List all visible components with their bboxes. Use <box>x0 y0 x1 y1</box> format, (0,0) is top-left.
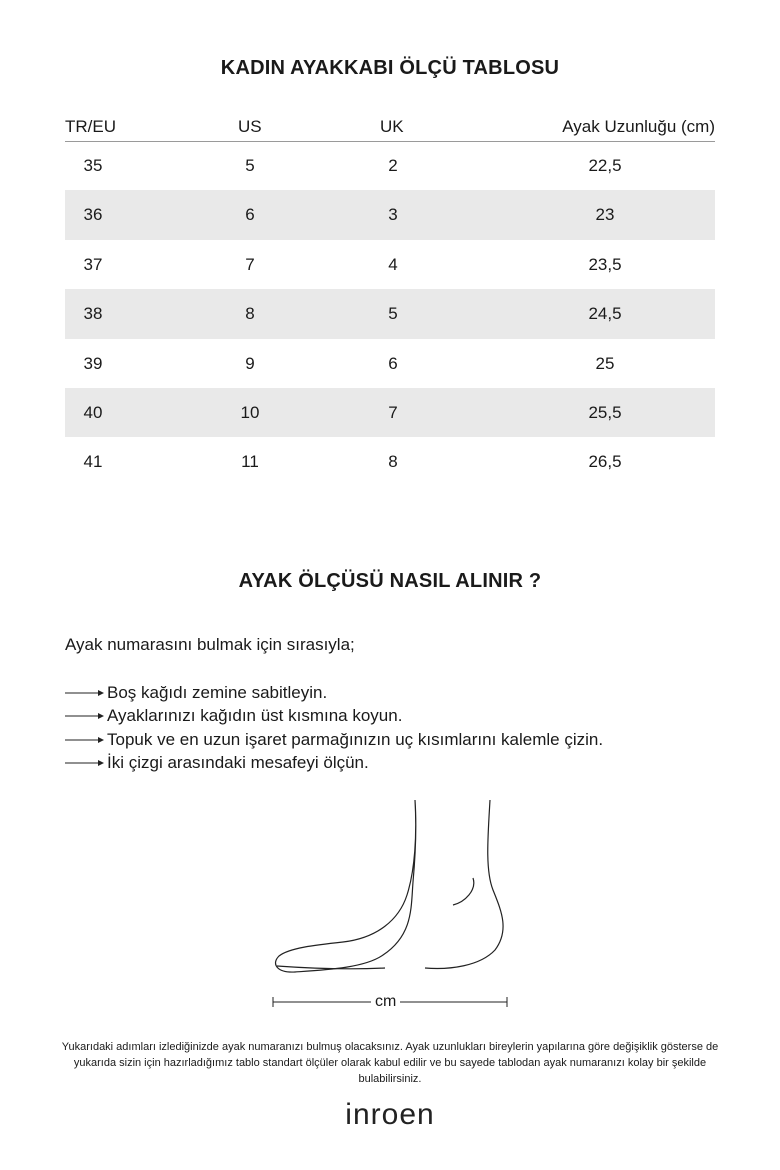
table-cell: 41 <box>83 452 103 472</box>
header-foot-length: Ayak Uzunluğu (cm) <box>562 117 715 136</box>
table-cell: 8 <box>388 452 398 472</box>
table-cell: 6 <box>388 353 398 373</box>
arrow-right-icon <box>65 688 105 698</box>
table-cell: 6 <box>245 205 255 225</box>
footer-note: Yukarıdaki adımları izlediğinizde ayak numaranızı bulmuş olacaksınız. Ayak uzunlukları bireylerin yapılarına göre değişiklik gösterse de yukarıda sizin için hazırladığımız tablo standart ölçüler olarak kabul edilir ve bu sayede tablodan ayak numaranızı kolay bir şekilde bulabilirsiniz. <box>61 1041 719 1085</box>
table-cell: 7 <box>245 254 255 274</box>
table-cell: 9 <box>245 353 255 373</box>
table-cell: 5 <box>388 304 398 324</box>
table-cell: 22,5 <box>588 156 622 175</box>
table-cell: 7 <box>388 402 398 422</box>
table-cell: 38 <box>83 304 103 324</box>
table-cell: 8 <box>245 304 255 324</box>
table-row <box>65 240 715 289</box>
header-uk: UK <box>380 117 404 136</box>
table-row <box>65 289 715 338</box>
table-row <box>65 190 715 239</box>
howto-steps <box>65 681 603 775</box>
table-cell: 40 <box>83 402 103 422</box>
size-table-body <box>65 141 715 487</box>
table-row <box>65 437 715 486</box>
foot-outline-icon <box>265 790 515 990</box>
table-cell: 24,5 <box>588 304 622 324</box>
table-cell: 11 <box>241 452 259 472</box>
howto-title: AYAK ÖLÇÜSÜ NASIL ALINIR ? <box>238 570 542 592</box>
list-item <box>65 728 603 752</box>
header-tr-eu: TR/EU <box>65 117 116 136</box>
measure-unit-label: cm <box>371 993 400 1011</box>
table-cell: 35 <box>83 156 103 175</box>
step-text: Ayaklarınızı kağıdın üst kısmına koyun. <box>107 706 403 726</box>
step-text: Boş kağıdı zemine sabitleyin. <box>107 682 328 702</box>
table-cell: 4 <box>388 254 398 274</box>
arrow-right-icon <box>65 758 105 768</box>
table-cell: 36 <box>83 205 103 225</box>
list-item <box>65 752 603 776</box>
table-row <box>65 388 715 437</box>
table-cell: 25,5 <box>588 402 622 422</box>
arrow-right-icon <box>65 711 105 721</box>
list-item <box>65 705 603 729</box>
table-cell: 2 <box>388 156 398 175</box>
table-row <box>65 141 715 190</box>
step-text: İki çizgi arasındaki mesafeyi ölçün. <box>107 753 369 773</box>
table-cell: 25 <box>595 353 615 373</box>
table-cell: 23,5 <box>588 254 622 274</box>
table-cell: 5 <box>245 156 255 175</box>
size-table-header <box>65 115 715 142</box>
table-row <box>65 339 715 388</box>
howto-intro: Ayak numarasını bulmak için sırasıyla; <box>65 635 355 654</box>
header-us: US <box>238 117 262 136</box>
table-cell: 23 <box>595 205 615 225</box>
table-cell: 39 <box>83 353 103 373</box>
table-cell: 10 <box>240 402 260 422</box>
brand-logo: inroen <box>345 1098 435 1131</box>
table-cell: 26,5 <box>588 452 622 472</box>
step-text: Topuk ve en uzun işaret parmağınızın uç kısımlarını kalemle çizin. <box>107 729 604 749</box>
arrow-right-icon <box>65 735 105 745</box>
list-item <box>65 681 603 705</box>
table-cell: 37 <box>83 254 103 274</box>
size-chart-title: KADIN AYAKKABI ÖLÇÜ TABLOSU <box>220 57 560 79</box>
table-cell: 3 <box>388 205 398 225</box>
